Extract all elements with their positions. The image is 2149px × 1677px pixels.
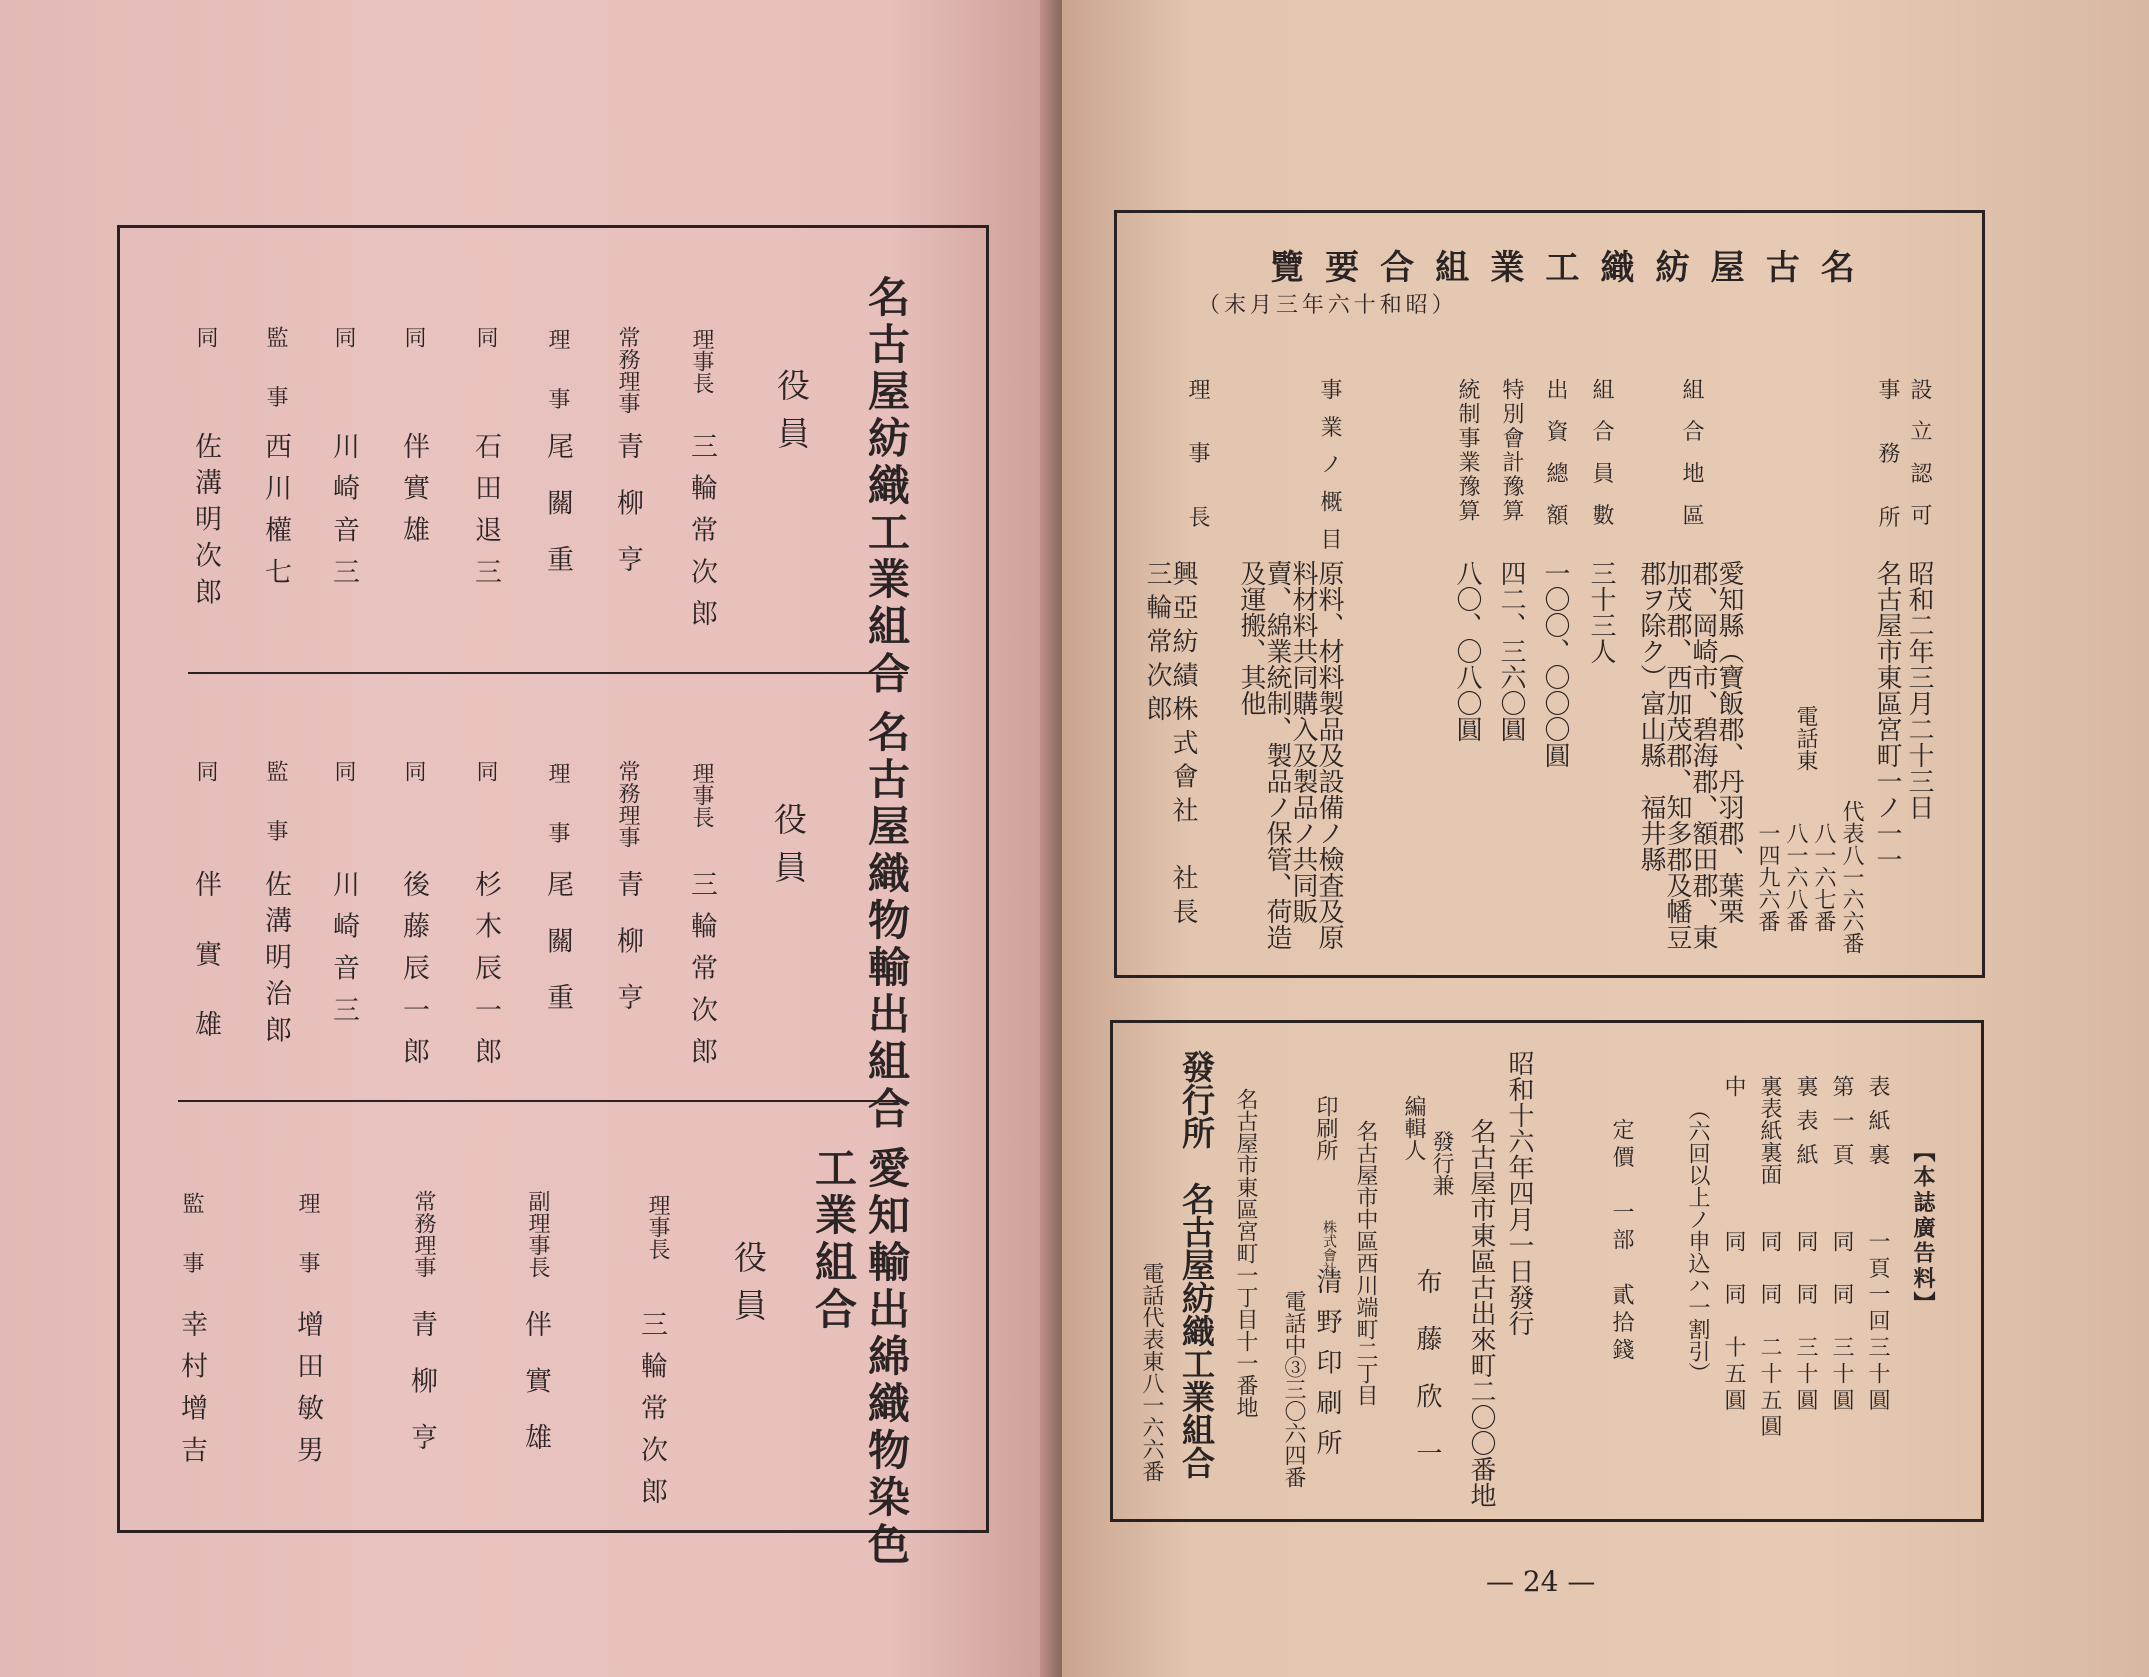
printer-name: 清野印刷所 [1312, 1268, 1342, 1470]
officer-name: 青柳亨 [406, 1310, 437, 1481]
page-number: — 24 — [1486, 1565, 1596, 1598]
officer-title: 同 [331, 326, 356, 348]
ad-rate: 一頁一回三十圓 [1865, 1230, 1890, 1415]
officer-title: 副理事長 [525, 1190, 550, 1278]
ad-rate: 同 同 二十五圓 [1757, 1230, 1782, 1442]
summary-subtitle: （昭和十六年三月末） [1198, 293, 1458, 318]
printer-address: 名古屋市中區西川端町二丁目 [1353, 1120, 1378, 1406]
ad-item: 中 [1721, 1075, 1746, 1097]
officer-name: 增田敏男 [292, 1310, 323, 1478]
editor-name: 布藤欣一 [1412, 1268, 1442, 1497]
row-label: 特別會計豫算 [1499, 378, 1524, 524]
publisher-address: 名古屋市東區宮町一丁目十一番地 [1233, 1088, 1258, 1418]
officer-title: 同 [473, 326, 498, 348]
org-name: 名古屋織物輸出組合 [862, 710, 911, 1134]
ad-rate: 同 同 十五圓 [1721, 1230, 1746, 1415]
row-label: 出資總額 [1543, 378, 1568, 546]
officer-name: 佐溝明次郎 [190, 432, 221, 615]
phone-number: 八一六七番 [1811, 822, 1836, 932]
row-value: 名古屋市東區宮町一ノ一一 [1872, 560, 1902, 872]
officer-name: 川崎音三 [328, 870, 359, 1038]
ad-item: 表紙裏 [1865, 1075, 1890, 1178]
row-value: 四二、三六〇圓 [1496, 560, 1526, 742]
officer-title: 監事 [179, 1192, 204, 1311]
officer-name: 石田退三 [470, 432, 501, 600]
officer-name: 伴實雄 [398, 432, 429, 558]
phone-number: 八一六八番 [1783, 822, 1808, 932]
officer-name: 川崎音三 [328, 432, 359, 600]
officer-title: 理事長 [689, 762, 714, 828]
officer-title: 理事長 [645, 1194, 670, 1260]
publisher-phone: 電話代表東八一六六番 [1139, 1262, 1164, 1482]
ad-item: 裏表紙 [1793, 1075, 1818, 1178]
row-value: 興亞紡績株式會社 社長 三輪常次郎 [1142, 560, 1198, 966]
officer-title: 同 [331, 760, 356, 782]
summary-title: 名古屋紡織工業組合要覽 [1270, 248, 1876, 288]
phone-number: 一四九六番 [1755, 822, 1780, 932]
phone-number: 代表八一六六番 [1839, 800, 1864, 954]
ad-note: （六回以上ノ申込ハ一割引） [1685, 1098, 1710, 1384]
row-label: 組合員數 [1589, 378, 1614, 546]
row-label: 事務所 [1875, 378, 1900, 570]
officers-heading: 役員 [769, 802, 808, 898]
editor-label: 編輯人 [1401, 1095, 1426, 1161]
org-name-line1: 愛知輸出綿織物染色 [862, 1146, 911, 1570]
row-label: 理事長 [1185, 378, 1210, 570]
issue-date: 昭和十六年四月一日發行 [1504, 1050, 1534, 1336]
row-label: 設立認可 [1907, 378, 1932, 546]
officer-title: 監事 [263, 326, 288, 445]
ad-rate: 同 同 三十圓 [1829, 1230, 1854, 1415]
publisher-name: 發行所 名古屋紡織工業組合 [1177, 1050, 1216, 1479]
officer-name: 伴實雄 [190, 870, 221, 1081]
officer-title: 理事長 [689, 328, 714, 394]
officer-title: 常務理事 [615, 326, 640, 414]
row-value: 愛知縣（寶飯郡、丹羽郡、葉栗郡、岡崎市、碧海郡、額田郡、東加茂郡、西加茂郡、知多郡及幡豆郡ヲ除ク）富山縣 福井縣 [1636, 560, 1744, 950]
officer-name: 後藤辰一郎 [398, 870, 429, 1080]
ad-rate: 同 同 三十圓 [1793, 1230, 1818, 1415]
officer-name: 尾關重 [542, 432, 573, 603]
officer-title: 理事 [295, 1192, 320, 1311]
officer-name: 杉木辰一郎 [470, 870, 501, 1080]
officer-name: 幸村增吉 [176, 1310, 207, 1478]
officer-name: 青柳亨 [612, 432, 643, 603]
printer-kabushiki: 株式會社 [1321, 1220, 1337, 1276]
officer-title: 同 [401, 760, 426, 782]
row-value: 昭和二年三月二十三日 [1904, 560, 1934, 820]
officer-name: 青柳亨 [612, 870, 643, 1041]
org-name: 名古屋紡織工業組合 [862, 275, 911, 699]
ad-item: 第一頁 [1829, 1075, 1854, 1178]
price: 定價 一部 貳拾錢 [1609, 1118, 1634, 1366]
row-value: 八〇、〇八〇圓 [1452, 560, 1482, 742]
officer-name: 伴實雄 [520, 1310, 551, 1481]
officer-name: 尾關重 [542, 870, 573, 1041]
officer-title: 監事 [263, 760, 288, 879]
publisher-label: 發行兼 [1429, 1130, 1454, 1196]
ad-heading: 【本誌廣告料】 [1910, 1140, 1936, 1318]
section-divider-1 [188, 672, 908, 674]
section-divider-2 [178, 1100, 902, 1102]
org-name-line2: 工業組合 [809, 1146, 858, 1335]
officer-title: 理事 [545, 328, 570, 447]
row-value: 三十三人 [1586, 560, 1616, 664]
row-value: 原料、材料製品及設備ノ檢査及原料材料共同購入及製品ノ共同販賣、綿業統制、製品ノ保管、荷造及運搬、其他 [1236, 560, 1344, 950]
officer-name: 三輪常次郎 [636, 1310, 667, 1520]
officer-title: 同 [473, 760, 498, 782]
officer-name: 三輪常次郎 [686, 432, 717, 642]
officer-title: 同 [193, 326, 218, 348]
officer-title: 常務理事 [411, 1190, 436, 1278]
officer-title: 理事 [545, 762, 570, 881]
row-label: 事業ノ概目 [1317, 378, 1342, 565]
officer-name: 佐溝明治郎 [260, 870, 291, 1053]
officer-title: 同 [193, 760, 218, 782]
ad-item: 裏表紙裏面 [1757, 1075, 1782, 1185]
editor-address: 名古屋市東區古出來町二〇〇番地 [1466, 1118, 1496, 1508]
officer-name: 三輪常次郎 [686, 870, 717, 1080]
row-label: 組合地區 [1679, 378, 1704, 546]
officers-heading: 役員 [772, 368, 811, 464]
printer-phone: 電話中③三〇六四番 [1281, 1290, 1306, 1488]
officer-name: 西川權七 [260, 432, 291, 600]
row-label: 統制事業豫算 [1455, 378, 1480, 524]
officer-title: 同 [401, 326, 426, 348]
row-value: 一〇〇、〇〇〇圓 [1540, 560, 1570, 768]
officers-heading: 役員 [729, 1240, 768, 1336]
officer-title: 常務理事 [615, 760, 640, 848]
printer-label: 印刷所 [1313, 1095, 1338, 1161]
phone-label: 電話東 [1793, 705, 1818, 771]
